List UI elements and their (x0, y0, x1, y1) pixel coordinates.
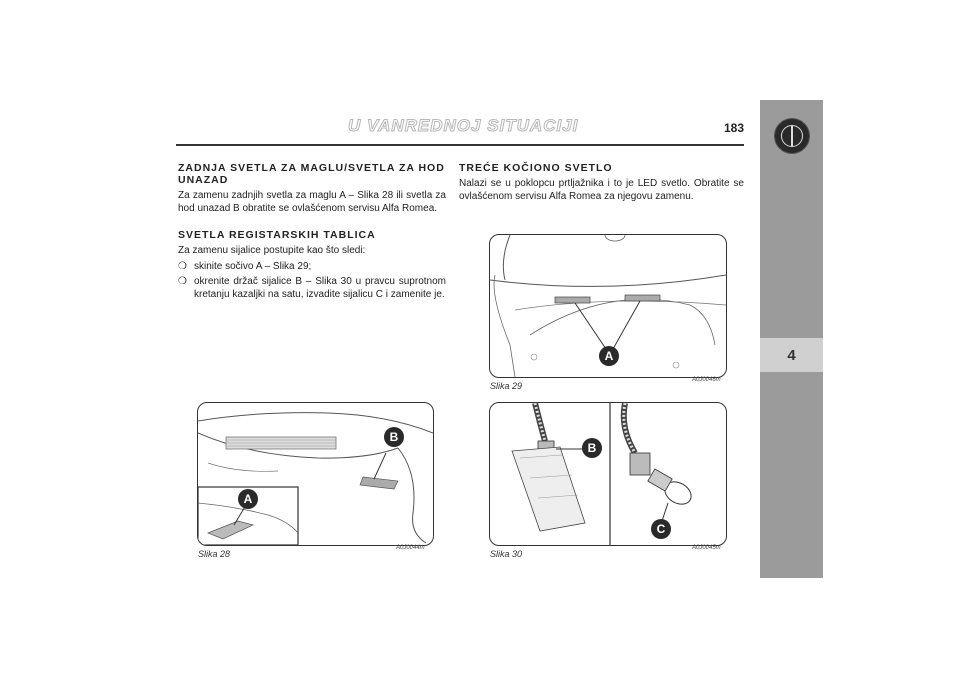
left-column (178, 162, 446, 301)
section-title: U VANREDNOJ SITUACIJI (348, 116, 579, 135)
bulb-holder-illustration (490, 403, 726, 545)
chapter-number: 4 (760, 338, 823, 372)
license-plate-lights-heading: SVETLA REGISTARSKIH TABLICA (178, 229, 376, 241)
figure-code: A0J0046m (692, 377, 721, 383)
fog-reverse-lights-text: Za zamenu zadnjih svetla za maglu A – Slika 28 ili svetla za hod unazad B obratite se ovlašćenom servisu Alfa Romea. (178, 190, 446, 214)
third-brake-light-text: Nalazi se u poklopcu prtljažnika i to je LED svetlo. Obratite se ovlašćenom servisu Alfa Romea za njegovu zamenu. (459, 178, 744, 202)
list-item: ❍ skinite sočivo A – Slika 29; (178, 260, 312, 272)
callout-label: A (599, 346, 619, 366)
figure-code: A0J0044m (396, 545, 425, 551)
bullet-icon: ❍ (178, 260, 187, 272)
header-divider (176, 144, 744, 146)
fog-reverse-lights-heading: ZADNJA SVETLA ZA MAGLU/SVETLA ZA HOD UNAZAD (178, 162, 445, 186)
alfa-romeo-logo-icon (774, 118, 810, 154)
callout-label: A (238, 489, 258, 509)
callout-label: B (582, 438, 602, 458)
right-column (459, 162, 744, 203)
third-brake-light-heading: TREĆE KOČIONO SVETLO (459, 162, 613, 174)
callout-label: B (384, 427, 404, 447)
figure-slika-28 (197, 402, 434, 546)
callout-label: C (651, 519, 671, 539)
figure-caption: Slika 29 (490, 381, 523, 391)
chapter-side-tab (760, 100, 823, 578)
figure-slika-29 (489, 234, 727, 378)
list-item: ❍ okrenite držač sijalice B – Slika 30 u pravcu suprotnom kretanju kazaljki na satu, izvadite sijalicu C i zamenite je. (178, 276, 446, 300)
figure-caption: Slika 28 (198, 549, 231, 559)
rear-bumper-illustration (198, 403, 433, 545)
license-plate-intro: Za zamenu sijalice postupite kao što sledi: (178, 245, 366, 256)
figure-slika-30 (489, 402, 727, 546)
bullet-icon: ❍ (178, 276, 187, 287)
figure-caption: Slika 30 (490, 549, 523, 559)
page-number: 183 (724, 121, 745, 135)
figure-code: A0J0045m (692, 545, 721, 551)
